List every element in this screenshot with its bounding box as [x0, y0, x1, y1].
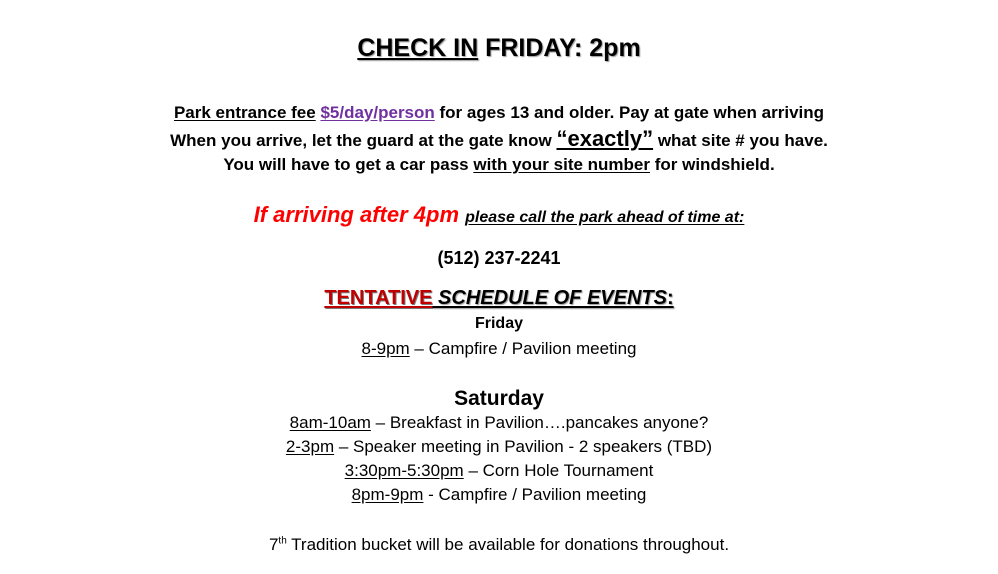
schedule-heading-colon: : — [666, 287, 674, 309]
schedule-heading — [0, 287, 998, 310]
saturday-heading: Saturday — [454, 387, 544, 410]
event-description: – Breakfast in Pavilion….pancakes anyone? — [370, 413, 709, 432]
check-in-time: FRIDAY: 2pm — [478, 34, 641, 62]
arrival-prefix: When you arrive, let the guard at the gate know — [170, 131, 557, 150]
event-description: - Campfire / Pavilion meeting — [423, 485, 647, 504]
late-arrival-line — [0, 202, 998, 228]
saturday-event — [0, 461, 998, 481]
entrance-fee-label: Park entrance fee — [173, 103, 316, 122]
saturday-event — [0, 485, 998, 505]
event-time: 2-3pm — [285, 437, 335, 456]
event-description: – Speaker meeting in Pavilion - 2 speakers (TBD) — [334, 437, 713, 456]
event-time: 8pm-9pm — [351, 485, 424, 504]
saturday-event — [0, 437, 998, 457]
event-time: 8am-10am — [289, 413, 371, 432]
arrival-emphasis: “exactly” — [556, 126, 654, 151]
entrance-fee-details: for ages 13 and older. Pay at gate when arriving — [434, 103, 825, 122]
footer-ordinal: th — [278, 535, 287, 547]
event-description: – Corn Hole Tournament — [463, 461, 654, 480]
footer-note — [0, 535, 998, 555]
friday-heading: Friday — [474, 315, 523, 332]
page-title — [0, 34, 998, 63]
late-arrival-instruction: please call the park ahead of time at: — [465, 209, 745, 226]
car-pass-suffix: for windshield. — [650, 155, 775, 174]
late-arrival-highlight: If arriving after 4pm — [253, 202, 460, 227]
car-pass-prefix: You will have to get a car pass — [223, 155, 474, 174]
event-description: – Campfire / Pavilion meeting — [409, 339, 637, 358]
car-pass-line — [0, 155, 998, 175]
park-phone-number: (512) 237-2241 — [437, 248, 561, 268]
entrance-fee-line — [0, 103, 998, 123]
schedule-tentative-label: TENTATIVE — [324, 287, 433, 309]
event-time: 8-9pm — [361, 339, 410, 358]
car-pass-underlined: with your site number — [473, 155, 650, 174]
footer-number: 7 — [268, 535, 279, 554]
saturday-event — [0, 413, 998, 433]
arrival-instructions-line — [0, 126, 998, 152]
schedule-heading-text: SCHEDULE OF EVENTS — [432, 287, 667, 309]
entrance-fee-value: $5/day/person — [320, 103, 435, 122]
friday-event — [0, 339, 998, 359]
arrival-suffix: what site # you have. — [653, 131, 828, 150]
footer-text: Tradition bucket will be available for donations throughout. — [286, 535, 730, 554]
event-time: 3:30pm-5:30pm — [344, 461, 464, 480]
check-in-label: CHECK IN — [357, 34, 479, 62]
